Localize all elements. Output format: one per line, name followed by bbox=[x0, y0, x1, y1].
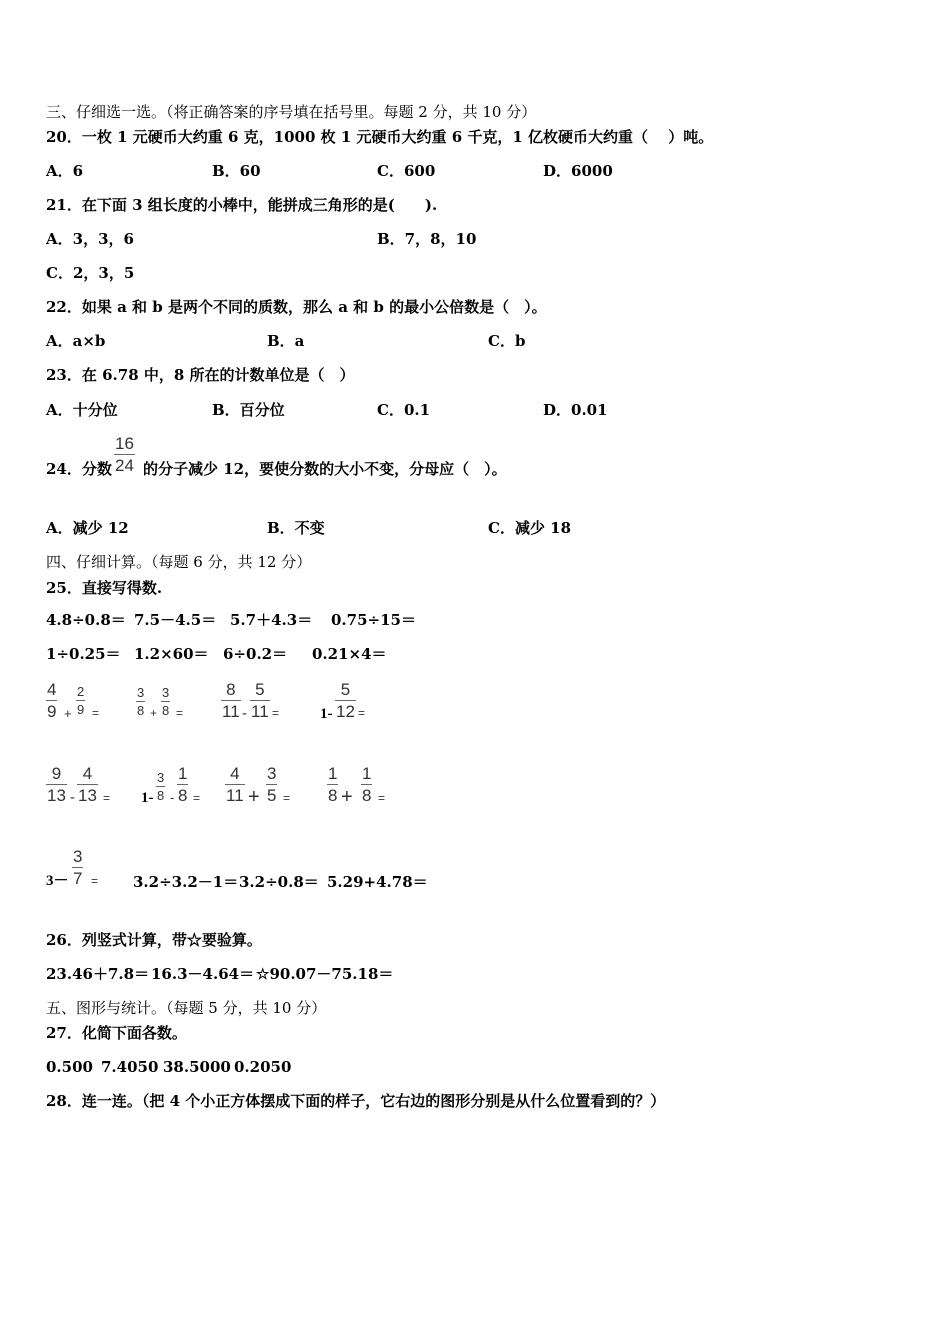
q27-item-2: 7.4050 bbox=[101, 1058, 159, 1076]
r4e4-frac-2 bbox=[361, 765, 372, 804]
q21-option-a: A．3，3，6 bbox=[46, 230, 134, 248]
q20-option-d: D．6000 bbox=[543, 162, 613, 180]
r3e1-frac-2 bbox=[76, 685, 85, 716]
r3e3-equals: = bbox=[272, 706, 280, 720]
denominator: 8 bbox=[178, 786, 188, 805]
question-21-stem: 21．在下面 3 组长度的小棒中，能拼成三角形的是( ). bbox=[46, 196, 438, 214]
fraction-bar bbox=[72, 867, 83, 868]
denominator: 13 bbox=[78, 786, 97, 805]
fraction-bar bbox=[156, 786, 165, 787]
r4e1-frac-2 bbox=[77, 765, 98, 804]
r4e3-frac-2 bbox=[266, 765, 277, 804]
q24-fraction bbox=[114, 435, 135, 474]
q24-option-b: B．不变 bbox=[267, 519, 325, 537]
denominator: 9 bbox=[47, 702, 57, 721]
r3e4-frac bbox=[335, 681, 356, 720]
denominator: 9 bbox=[77, 702, 85, 717]
r3e4-prefix: 1- bbox=[320, 706, 333, 722]
r3e3-operator: - bbox=[242, 705, 247, 722]
q24-fraction-denominator: 24 bbox=[115, 456, 134, 475]
q23-option-a: A．十分位 bbox=[46, 401, 118, 419]
r3e2-operator: + bbox=[150, 706, 158, 720]
r4e4-frac-1 bbox=[327, 765, 338, 804]
r4e1-frac-1 bbox=[46, 765, 67, 804]
fraction-bar bbox=[114, 454, 135, 455]
r3e2-frac-1 bbox=[136, 686, 145, 717]
fraction-bar bbox=[266, 784, 277, 785]
question-26-stem: 26．列竖式计算，带☆要验算。 bbox=[46, 931, 262, 949]
q23-option-d: D．0.01 bbox=[543, 401, 608, 419]
fraction-bar bbox=[76, 700, 85, 701]
q25-r1-expr-2: 7.5－4.5＝ bbox=[134, 611, 217, 629]
q27-item-4: 0.2050 bbox=[234, 1058, 292, 1076]
question-20-stem: 20．一枚 1 元硬币大约重 6 克，1000 枚 1 元硬币大约重 6 千克，1 亿枚硬币大约重（ ）吨。 bbox=[46, 128, 714, 146]
numerator: 3 bbox=[137, 685, 145, 700]
q25-r1-expr-3: 5.7＋4.3＝ bbox=[230, 611, 313, 629]
denominator: 8 bbox=[162, 703, 170, 718]
fraction-bar bbox=[221, 700, 241, 701]
r5-equals: = bbox=[91, 874, 99, 888]
q22-option-a: A．a×b bbox=[46, 332, 106, 350]
r5-prefix: 3－ bbox=[46, 873, 69, 889]
q25-r1-expr-4: 0.75÷15＝ bbox=[331, 611, 416, 629]
question-23-stem: 23．在 6.78 中，8 所在的计数单位是（ ） bbox=[46, 366, 355, 384]
r3e1-operator: + bbox=[64, 706, 72, 721]
r4e1-equals: = bbox=[103, 791, 111, 805]
q26-item-1: 23.46＋7.8＝ bbox=[46, 965, 150, 983]
q25-r2-expr-4: 0.21×4＝ bbox=[312, 645, 387, 663]
fraction-bar bbox=[46, 700, 57, 701]
r4e4-operator: + bbox=[341, 786, 353, 808]
r3e4-equals: = bbox=[358, 706, 366, 720]
numerator: 4 bbox=[82, 764, 93, 783]
r3e2-frac-2 bbox=[161, 686, 170, 717]
r5-expr-3: 3.2÷0.8＝ bbox=[239, 873, 319, 891]
r4e2-prefix: 1- bbox=[141, 790, 154, 806]
q25-r2-expr-3: 6÷0.2＝ bbox=[223, 645, 288, 663]
r4e2-operator: - bbox=[170, 790, 175, 805]
q24-option-a: A．减少 12 bbox=[46, 519, 129, 537]
fraction-bar bbox=[250, 700, 270, 701]
numerator: 3 bbox=[157, 770, 165, 785]
r4e3-frac-1 bbox=[225, 765, 245, 804]
fraction-bar bbox=[177, 784, 188, 785]
r3e2-equals: = bbox=[176, 706, 184, 720]
q25-r2-expr-2: 1.2×60＝ bbox=[134, 645, 209, 663]
q24-fraction-numerator: 16 bbox=[115, 434, 134, 453]
q23-option-c: C．0.1 bbox=[377, 401, 431, 419]
denominator: 8 bbox=[157, 788, 165, 803]
numerator: 1 bbox=[328, 764, 338, 783]
denominator: 5 bbox=[267, 786, 277, 805]
r4e3-operator: + bbox=[248, 786, 260, 808]
fraction-bar bbox=[161, 701, 170, 702]
r5-frac bbox=[72, 848, 83, 887]
q27-item-1: 0.500 bbox=[46, 1058, 93, 1076]
r5-expr-2: 3.2÷3.2－1＝ bbox=[133, 873, 239, 891]
denominator: 8 bbox=[137, 703, 145, 718]
denominator: 7 bbox=[73, 869, 83, 888]
fraction-bar bbox=[46, 784, 67, 785]
r5-expr-4: 5.29+4.78＝ bbox=[327, 873, 428, 891]
section-title-5: 五、图形与统计。（每题 5 分，共 10 分） bbox=[46, 999, 327, 1017]
r3e3-frac-1 bbox=[221, 681, 241, 720]
q20-option-b: B．60 bbox=[212, 162, 261, 180]
question-27-stem: 27．化简下面各数。 bbox=[46, 1024, 187, 1042]
numerator: 5 bbox=[255, 680, 265, 699]
section-title-3: 三、仔细选一选。（将正确答案的序号填在括号里。每题 2 分，共 10 分） bbox=[46, 103, 537, 121]
q23-option-b: B．百分位 bbox=[212, 401, 285, 419]
numerator: 1 bbox=[178, 764, 188, 783]
numerator: 4 bbox=[47, 680, 57, 699]
denominator: 8 bbox=[362, 786, 372, 805]
denominator: 11 bbox=[251, 702, 269, 721]
q20-option-a: A．6 bbox=[46, 162, 84, 180]
r3e1-frac-1 bbox=[46, 681, 57, 720]
r4e2-frac-1 bbox=[156, 771, 165, 802]
fraction-bar bbox=[77, 784, 98, 785]
question-24-suffix: 的分子减少 12，要使分数的大小不变，分母应（ ）。 bbox=[143, 460, 507, 478]
q21-option-b: B．7，8，10 bbox=[377, 230, 477, 248]
q24-option-c: C．减少 18 bbox=[488, 519, 572, 537]
question-25-stem: 25．直接写得数. bbox=[46, 579, 163, 597]
numerator: 8 bbox=[226, 680, 236, 699]
q26-item-3: ☆90.07－75.18＝ bbox=[256, 965, 394, 983]
q22-option-b: B．a bbox=[267, 332, 305, 350]
numerator: 3 bbox=[162, 685, 170, 700]
denominator: 12 bbox=[336, 702, 355, 721]
denominator: 13 bbox=[47, 786, 66, 805]
numerator: 1 bbox=[362, 764, 372, 783]
numerator: 2 bbox=[77, 684, 85, 699]
r4e3-equals: = bbox=[283, 791, 291, 805]
fraction-bar bbox=[225, 784, 245, 785]
denominator: 11 bbox=[226, 786, 244, 805]
r4e4-equals: = bbox=[378, 791, 386, 805]
section-title-4: 四、仔细计算。（每题 6 分，共 12 分） bbox=[46, 553, 312, 571]
fraction-bar bbox=[361, 784, 372, 785]
r4e2-equals: = bbox=[193, 791, 201, 805]
q25-r1-expr-1: 4.8÷0.8＝ bbox=[46, 611, 126, 629]
q22-option-c: C．b bbox=[488, 332, 526, 350]
denominator: 11 bbox=[222, 702, 240, 721]
question-24-prefix: 24．分数 bbox=[46, 460, 112, 478]
numerator: 5 bbox=[340, 680, 351, 699]
q26-item-2: 16.3－4.64＝ bbox=[151, 965, 255, 983]
r3e1-equals: = bbox=[92, 706, 100, 720]
r4e1-operator: - bbox=[70, 789, 75, 806]
r4e2-frac-2 bbox=[177, 765, 188, 804]
denominator: 8 bbox=[328, 786, 338, 805]
numerator: 9 bbox=[51, 764, 62, 783]
q21-option-c: C．2，3，5 bbox=[46, 264, 135, 282]
q20-option-c: C．600 bbox=[377, 162, 436, 180]
fraction-bar bbox=[136, 701, 145, 702]
numerator: 3 bbox=[73, 847, 83, 866]
q27-item-3: 38.5000 bbox=[163, 1058, 231, 1076]
question-22-stem: 22．如果 a 和 b 是两个不同的质数，那么 a 和 b 的最小公倍数是（ ）。 bbox=[46, 298, 547, 316]
fraction-bar bbox=[335, 700, 356, 701]
numerator: 4 bbox=[230, 764, 240, 783]
question-28-stem: 28．连一连。（把 4 个小正方体摆成下面的样子，它右边的图形分别是从什么位置看到的？） bbox=[46, 1092, 666, 1110]
fraction-bar bbox=[327, 784, 338, 785]
r3e3-frac-2 bbox=[250, 681, 270, 720]
numerator: 3 bbox=[267, 764, 277, 783]
q25-r2-expr-1: 1÷0.25＝ bbox=[46, 645, 121, 663]
